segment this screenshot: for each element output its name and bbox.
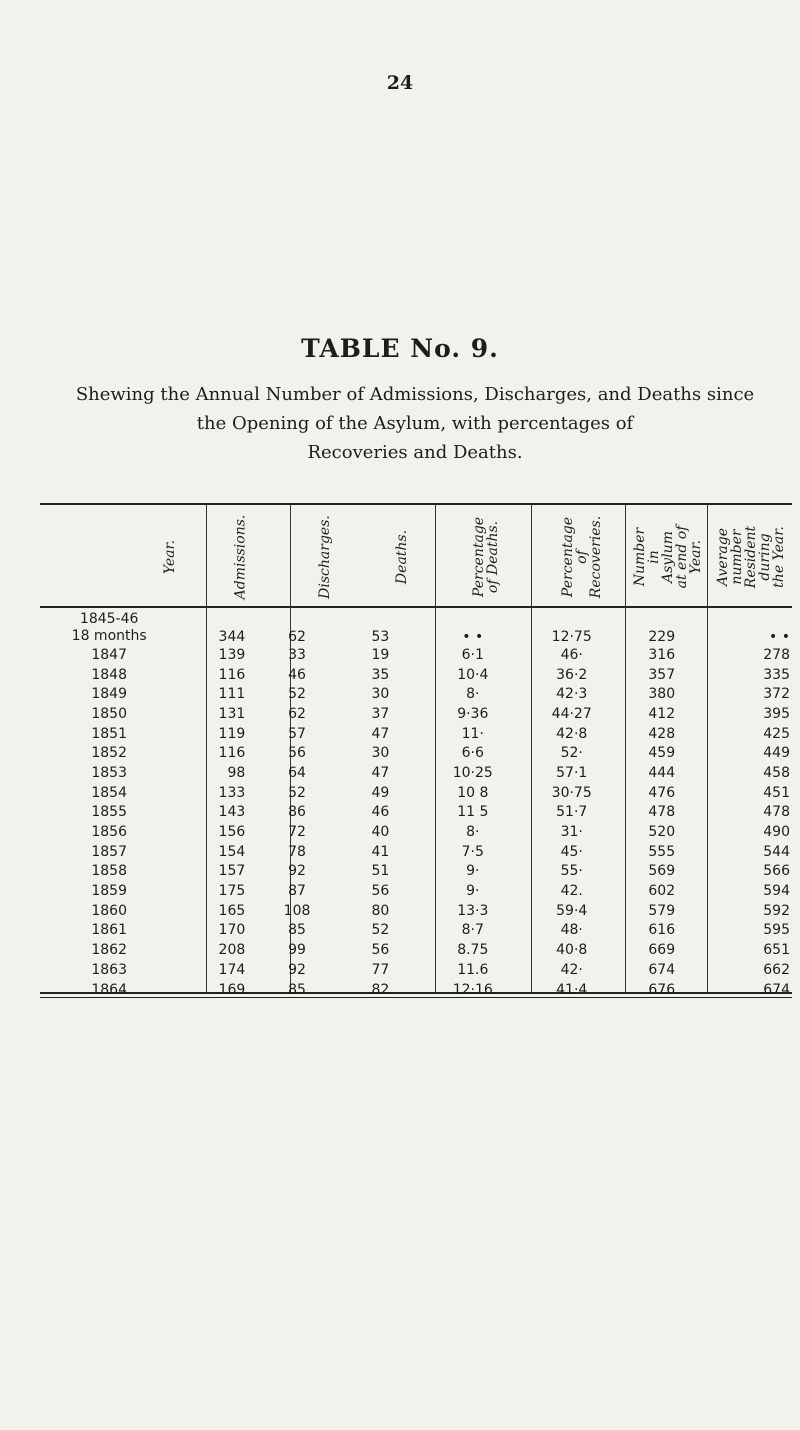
header-admissions: Admissions.	[232, 514, 249, 600]
subtitle-line-1: Shewing the Annual Number of Admissions, Discharges, and Deaths since	[75, 384, 755, 405]
percentage-deaths-cell: 11.6	[457, 961, 489, 978]
percentage-deaths-cell: 10 8	[457, 784, 489, 801]
admissions-cell: 344	[218, 629, 246, 645]
number-end-cell: 229	[648, 629, 676, 645]
discharges-cell: 92	[288, 863, 306, 880]
deaths-cell: 77	[371, 961, 390, 978]
number-end-cell: 428	[648, 725, 676, 742]
average-resident-cell: 595	[763, 922, 790, 939]
deaths-cell: 30	[371, 745, 390, 762]
percentage-deaths-cell: 9·	[466, 883, 480, 900]
year-cell: 1864	[91, 981, 127, 998]
discharges-cell: 108	[283, 902, 311, 919]
table-row	[40, 684, 792, 704]
average-resident-cell: 544	[763, 843, 790, 860]
admissions-cell: 133	[218, 784, 246, 801]
table-title: TABLE No. 9.	[301, 334, 499, 363]
discharges-cell: 85	[288, 981, 306, 998]
deaths-cell: 56	[371, 942, 390, 959]
header-number-end-of-year: Number in Asylum at end of Year.	[632, 525, 704, 589]
average-resident-cell: 372	[763, 686, 790, 703]
average-resident-cell: • •	[769, 629, 790, 645]
number-end-cell: 616	[648, 922, 676, 939]
discharges-cell: 64	[288, 764, 306, 781]
percentage-recoveries-cell: 52·	[560, 745, 583, 762]
number-end-cell: 669	[648, 942, 676, 959]
percentage-deaths-cell: 9·36	[457, 705, 489, 722]
percentage-recoveries-cell: 57·1	[556, 764, 588, 781]
number-end-cell: 357	[648, 666, 676, 683]
discharges-cell: 62	[288, 629, 306, 645]
percentage-recoveries-cell: 36·2	[556, 666, 588, 683]
admissions-cell: 169	[218, 981, 246, 998]
discharges-cell: 33	[288, 646, 306, 663]
year-cell: 1861	[91, 922, 127, 939]
number-end-cell: 380	[648, 686, 676, 703]
table-row	[40, 862, 792, 882]
discharges-cell: 57	[288, 725, 306, 742]
year-cell: 1855	[91, 804, 127, 821]
admissions-cell: 170	[218, 922, 246, 939]
header-percentage-recoveries: Percentage of Recoveries.	[560, 515, 604, 599]
admissions-cell: 116	[218, 745, 246, 762]
average-resident-cell: 662	[763, 961, 790, 978]
year-label-line1: 1845-46	[79, 611, 139, 627]
percentage-recoveries-cell: 42·8	[556, 725, 588, 742]
discharges-cell: 52	[288, 784, 306, 801]
table-row	[40, 960, 792, 980]
average-resident-cell: 278	[763, 646, 790, 663]
percentage-deaths-cell: 12·16	[452, 981, 493, 998]
table-row	[40, 842, 792, 862]
admissions-cell: 131	[218, 705, 246, 722]
table-row	[40, 881, 792, 901]
percentage-deaths-cell: 7·5	[461, 843, 484, 860]
table-row	[40, 724, 792, 744]
admissions-cell: 143	[218, 804, 246, 821]
admissions-cell: 174	[218, 961, 246, 978]
year-cell: 1851	[91, 725, 127, 742]
admissions-cell: 119	[218, 725, 246, 742]
percentage-recoveries-cell: 51·7	[556, 804, 588, 821]
admissions-cell: 165	[218, 902, 246, 919]
deaths-cell: 41	[371, 843, 390, 860]
subtitle-line-2: the Opening of the Asylum, with percentages of	[196, 413, 634, 434]
deaths-cell: 40	[371, 824, 390, 841]
deaths-cell: 82	[371, 981, 390, 998]
percentage-recoveries-cell: 41·4	[556, 981, 588, 998]
discharges-cell: 86	[288, 804, 306, 821]
table-row	[40, 763, 792, 783]
percentage-deaths-cell: 8·7	[461, 922, 484, 939]
percentage-recoveries-cell: 12·75	[551, 629, 592, 645]
year-cell: 1852	[91, 745, 127, 762]
percentage-recoveries-cell: 48·	[560, 922, 583, 939]
year-cell: 1862	[91, 942, 127, 959]
percentage-deaths-cell: 8·	[466, 686, 480, 703]
top-rule	[40, 503, 792, 505]
number-end-cell: 316	[648, 646, 676, 663]
header-discharges: Discharges.	[317, 515, 334, 599]
number-end-cell: 520	[648, 824, 676, 841]
admissions-cell: 156	[218, 824, 246, 841]
percentage-recoveries-cell: 59·4	[556, 902, 588, 919]
average-resident-cell: 594	[763, 883, 790, 900]
percentage-recoveries-cell: 46·	[560, 646, 583, 663]
number-end-cell: 459	[648, 745, 676, 762]
year-cell: 1858	[91, 863, 127, 880]
average-resident-cell: 651	[763, 942, 790, 959]
table-row	[40, 803, 792, 823]
average-resident-cell: 592	[763, 902, 790, 919]
year-cell: 1854	[91, 784, 127, 801]
admissions-cell: 208	[218, 942, 246, 959]
year-cell: 1863	[91, 961, 127, 978]
average-resident-cell: 458	[763, 764, 790, 781]
year-cell: 1856	[91, 824, 127, 841]
percentage-deaths-cell: 8·	[466, 824, 480, 841]
average-resident-cell: 490	[763, 824, 790, 841]
discharges-cell: 52	[288, 686, 306, 703]
number-end-cell: 676	[648, 981, 676, 998]
deaths-cell: 47	[371, 764, 390, 781]
admissions-cell: 139	[218, 646, 246, 663]
deaths-cell: 52	[371, 922, 390, 939]
table-row	[40, 940, 792, 960]
deaths-cell: 30	[371, 686, 390, 703]
table-row	[40, 921, 792, 941]
percentage-recoveries-cell: 30·75	[551, 784, 592, 801]
percentage-deaths-cell: 10·25	[452, 764, 493, 781]
deaths-cell: 53	[371, 629, 390, 645]
number-end-cell: 602	[648, 883, 676, 900]
deaths-cell: 35	[371, 666, 390, 683]
percentage-deaths-cell: 6·1	[461, 646, 484, 663]
year-cell: 1849	[91, 686, 127, 703]
year-cell	[40, 611, 178, 645]
year-cell: 1860	[91, 902, 127, 919]
percentage-recoveries-cell: 44·27	[551, 705, 592, 722]
percentage-deaths-cell: 13·3	[457, 902, 489, 919]
deaths-cell: 37	[371, 705, 390, 722]
admissions-cell: 98	[227, 764, 246, 781]
average-resident-cell: 395	[763, 705, 790, 722]
number-end-cell: 569	[648, 863, 676, 880]
discharges-cell: 78	[288, 843, 306, 860]
admissions-cell: 111	[218, 686, 246, 703]
deaths-cell: 49	[371, 784, 390, 801]
table-row	[40, 783, 792, 803]
table-row	[40, 822, 792, 842]
percentage-recoveries-cell: 42·3	[556, 686, 588, 703]
table-subtitle	[60, 380, 770, 467]
discharges-cell: 56	[288, 745, 306, 762]
number-end-cell: 476	[648, 784, 676, 801]
average-resident-cell: 674	[763, 981, 790, 998]
year-cell: 1850	[91, 705, 127, 722]
table-row	[40, 645, 792, 665]
discharges-cell: 72	[288, 824, 306, 841]
percentage-recoveries-cell: 42.	[560, 883, 583, 900]
average-resident-cell: 425	[763, 725, 790, 742]
discharges-cell: 62	[288, 705, 306, 722]
average-resident-cell: 335	[763, 666, 790, 683]
percentage-recoveries-cell: 31·	[560, 824, 583, 841]
deaths-cell: 47	[371, 725, 390, 742]
year-cell: 1857	[91, 843, 127, 860]
discharges-cell: 85	[288, 922, 306, 939]
number-end-cell: 478	[648, 804, 676, 821]
table-row	[40, 704, 792, 724]
average-resident-cell: 451	[763, 784, 790, 801]
deaths-cell: 80	[371, 902, 390, 919]
percentage-deaths-cell: 8.75	[457, 942, 489, 959]
average-resident-cell: 478	[763, 804, 790, 821]
discharges-cell: 87	[288, 883, 306, 900]
table-row	[40, 743, 792, 763]
discharges-cell: 92	[288, 961, 306, 978]
header-deaths: Deaths.	[394, 529, 411, 585]
percentage-deaths-cell: 10·4	[457, 666, 489, 683]
deaths-cell: 56	[371, 883, 390, 900]
deaths-cell: 51	[371, 863, 390, 880]
header-average-resident: Average number Resident during the Year.	[715, 525, 787, 589]
percentage-recoveries-cell: 40·8	[556, 942, 588, 959]
table-row	[40, 611, 792, 645]
page-number: 24	[386, 72, 414, 94]
admissions-cell: 157	[218, 863, 246, 880]
number-end-cell: 555	[648, 843, 676, 860]
header-rule	[40, 606, 792, 608]
year-cell: 1853	[91, 764, 127, 781]
average-resident-cell: 449	[763, 745, 790, 762]
deaths-cell: 19	[371, 646, 390, 663]
statistics-table	[40, 611, 792, 999]
number-end-cell: 674	[648, 961, 676, 978]
percentage-recoveries-cell: 42·	[560, 961, 583, 978]
admissions-cell: 154	[218, 843, 246, 860]
number-end-cell: 412	[648, 705, 676, 722]
table-row	[40, 980, 792, 1000]
discharges-cell: 46	[288, 666, 306, 683]
year-cell: 1847	[91, 646, 127, 663]
table-row	[40, 901, 792, 921]
percentage-deaths-cell: 11·	[461, 725, 484, 742]
year-cell: 1859	[91, 883, 127, 900]
year-label-line2: 18 months	[71, 628, 147, 644]
admissions-cell: 116	[218, 666, 246, 683]
percentage-deaths-cell: 11 5	[457, 804, 489, 821]
admissions-cell: 175	[218, 883, 246, 900]
percentage-deaths-cell: 9·	[466, 863, 480, 880]
discharges-cell: 99	[288, 942, 306, 959]
number-end-cell: 579	[648, 902, 676, 919]
percentage-deaths-cell: 6·6	[461, 745, 484, 762]
percentage-deaths-cell: • •	[462, 629, 484, 645]
number-end-cell: 444	[648, 764, 676, 781]
percentage-recoveries-cell: 45·	[560, 843, 583, 860]
header-year: Year.	[161, 539, 178, 575]
table-row	[40, 665, 792, 685]
subtitle-line-3: Recoveries and Deaths.	[307, 442, 523, 463]
header-percentage-deaths: Percentage of Deaths.	[471, 516, 502, 598]
average-resident-cell: 566	[763, 863, 790, 880]
year-cell: 1848	[91, 666, 127, 683]
deaths-cell: 46	[371, 804, 390, 821]
percentage-recoveries-cell: 55·	[560, 863, 583, 880]
